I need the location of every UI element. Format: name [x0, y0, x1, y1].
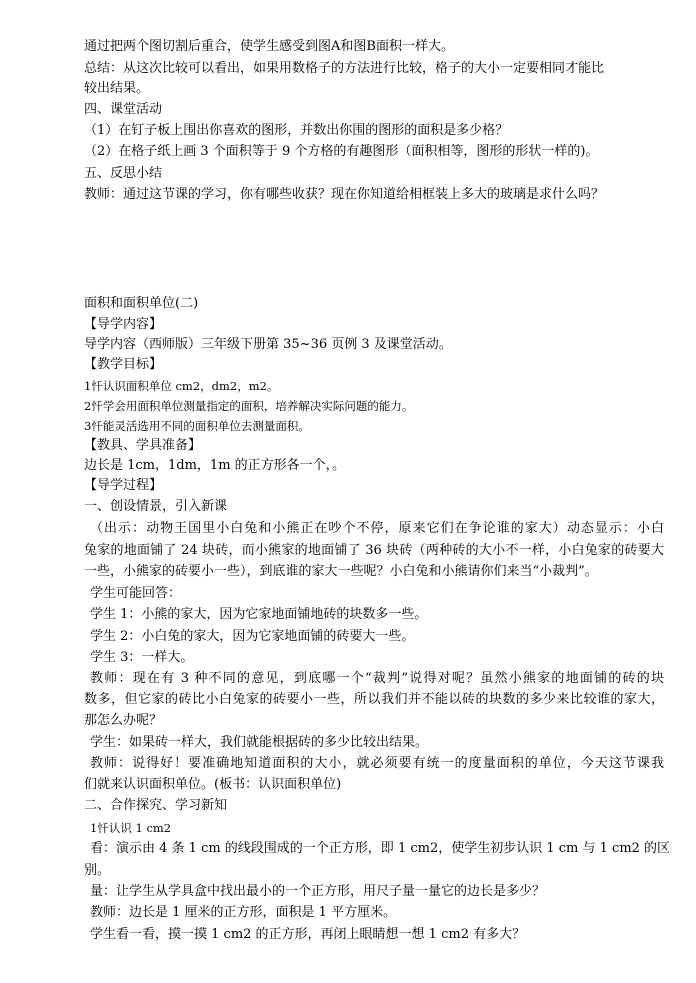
activity-item: （1）在钉子板上围出你喜欢的图形，并数出你围的图形的面积是多少格？ [84, 123, 509, 138]
paragraph-line: 兔家的地面铺了 24 块砖，而小熊家的地面铺了 36 块砖（两种砖的大小不一样，小白兔家的砖要大 [84, 543, 664, 558]
summary-line: 较出结果。 [84, 81, 150, 96]
text-line: 通过把两个图切割后重合，使学生感受到图A和图B面积一样大。 [84, 39, 454, 54]
tools-heading: 【教具、学具准备】 [84, 438, 202, 453]
process-heading: 【导学过程】 [84, 478, 163, 493]
paragraph-line: 看：演示由 4 条 1 cm 的线段围成的一个正方形，即 1 cm2，使学生初步认识 1 cm 与 1 cm2 的区 [90, 841, 671, 856]
goal-heading: 【教学目标】 [84, 357, 163, 372]
teacher-line: 数多，但它家的砖比小白兔家的砖要小一些，所以我们并不能以砖的块数的多少来比较谁的家大， [84, 692, 664, 707]
student-answer: 学生 1：小熊的家大，因为它家地面铺地砖的块数多一些。 [90, 607, 428, 622]
summary-line: 总结：从这次比较可以看出，如果用数格子的方法进行比较，格子的大小一定要相同才能比 [84, 61, 605, 76]
section-heading: 四、课堂活动 [84, 102, 163, 117]
guide-content: 导学内容（西师版）三年级下册第 35~36 页例 3 及课堂活动。 [84, 337, 452, 352]
goal-item: 1忏认识面积单位 cm2，dm2，m2。 [84, 379, 279, 393]
student-answer: 学生 3：一样大。 [90, 650, 194, 665]
paragraph-line: 一些，小熊家的砖要小一些），到底谁的家大一些呢？小白兔和小熊请你们来当“小裁判”。 [84, 564, 598, 579]
student-answer: 学生 2：小白兔的家大，因为它家地面铺的砖要大一些。 [90, 629, 415, 644]
lesson-title: 面积和面积单位(二) [84, 296, 199, 311]
teacher-line: 教师：说得好！要准确地知道面积的大小，就必须要有统一的度量面积的单位，今天这节课我 [90, 756, 664, 771]
teacher-line: 教师：通过这节课的学习，你有哪些收获？现在你知道给相框装上多大的玻璃是求什么吗？ [84, 187, 605, 202]
paragraph-line: （出示：动物王国里小白兔和小熊正在吵个不停，原来它们在争论谁的家大）动态显示：小白 [90, 521, 664, 536]
section-heading: 五、反思小结 [84, 166, 163, 181]
paragraph-line: 别。 [84, 863, 111, 878]
teacher-line: 教师：边长是 1 厘米的正方形，面积是 1 平方厘米。 [90, 905, 397, 920]
teacher-line: 那怎么办呢？ [84, 713, 163, 728]
answers-heading: 学生可能回答： [90, 586, 182, 601]
activity-item: （2）在格子纸上画 3 个面积等于 9 个方格的有趣图形（面积相等，图形的形状一样的)。 [84, 144, 599, 159]
goal-item: 2忏学会用面积单位测量指定的面积，培养解决实际问题的能力。 [84, 399, 414, 413]
goal-item: 3忏能灵活选用不同的面积单位去测量面积。 [84, 419, 310, 433]
paragraph-line: 量：让学生从学具盒中找出最小的一个正方形，用尺子量一量它的边长是多少？ [90, 884, 546, 899]
student-line: 学生看一看，摸一摸 1 cm2 的正方形，再闭上眼睛想一想 1 cm2 有多大？ [90, 927, 526, 942]
teacher-line: 们就来认识面积单位。(板书：认识面积单位) [84, 777, 342, 792]
teacher-line: 教师：现在有 3 种不同的意见，到底哪一个“裁判”说得对呢？虽然小熊家的地面铺的砖的块 [90, 671, 664, 686]
tools-content: 边长是 1cm，1dm，1m 的正方形各一个，。 [84, 458, 346, 473]
step-heading: 一、创设情景，引入新课 [84, 499, 228, 514]
guide-heading: 【导学内容】 [84, 317, 163, 332]
student-answer: 学生：如果砖一样大，我们就能根据砖的多少比较出结果。 [90, 735, 429, 750]
step-heading: 二、合作探究、学习新知 [84, 798, 228, 813]
knowledge-item: 1忏认识 1 cm2 [90, 821, 172, 835]
